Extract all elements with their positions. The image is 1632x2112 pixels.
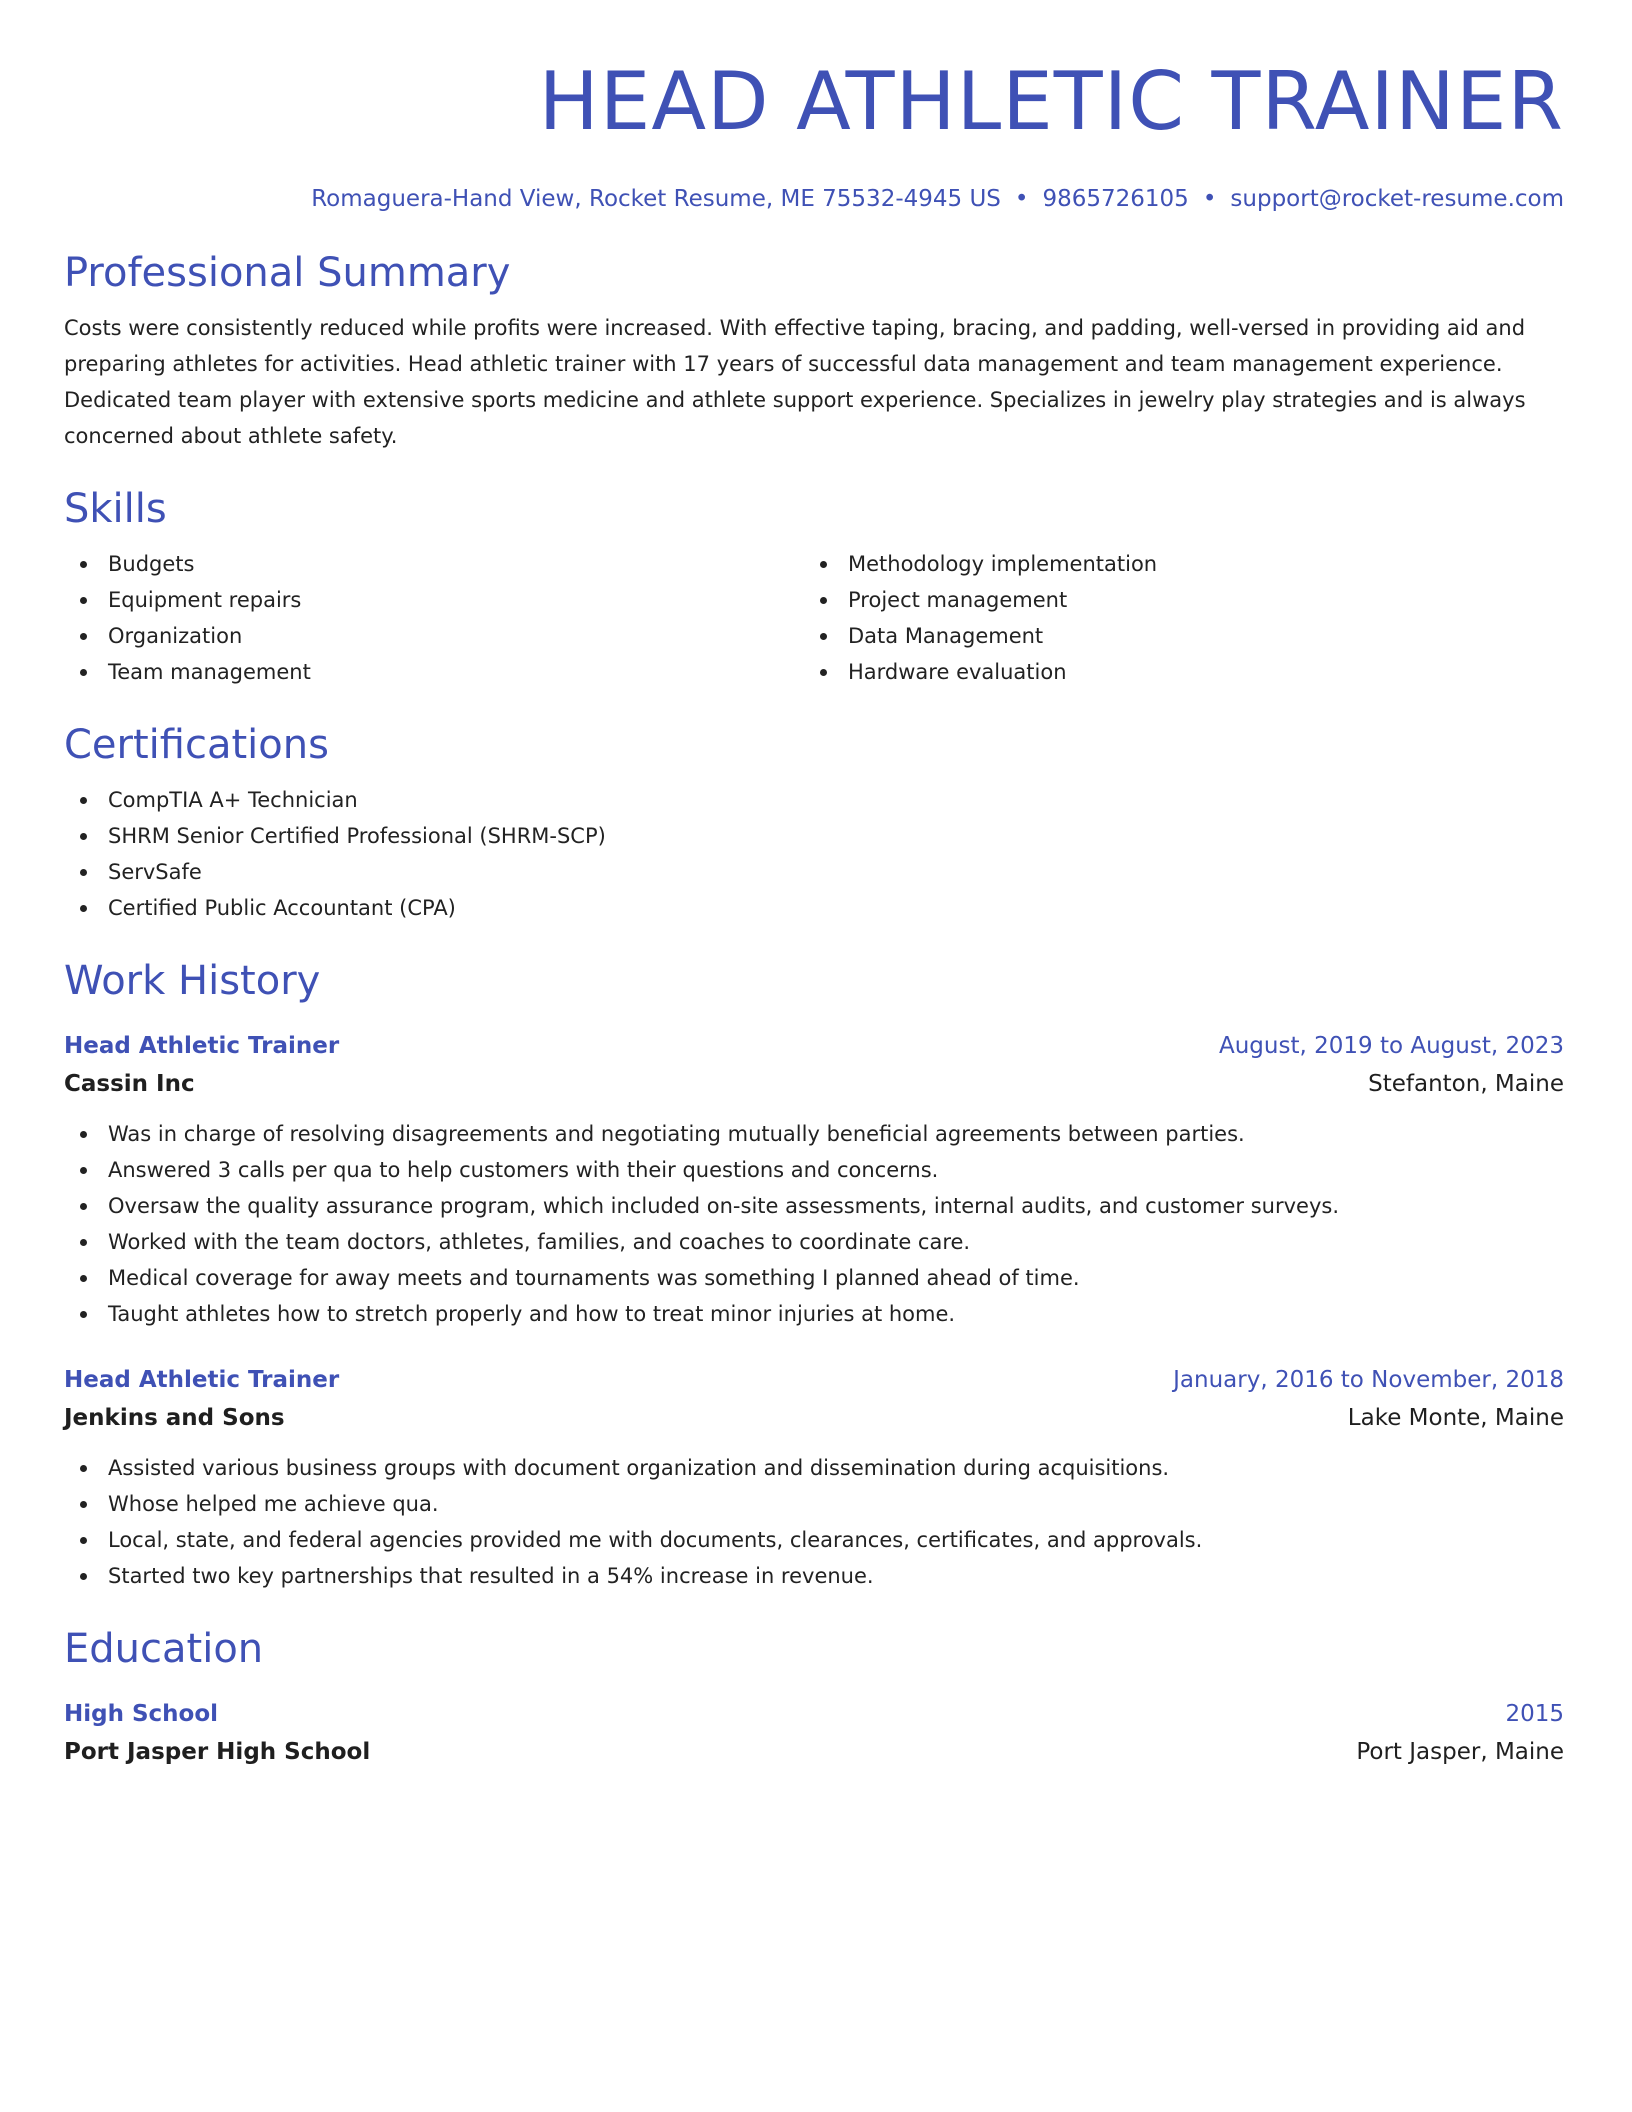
skill-item: Project management xyxy=(804,582,1544,618)
education-heading: Education xyxy=(64,1626,264,1672)
job-role: Head Athletic Trainer xyxy=(64,1033,340,1059)
job-bullet: Whose helped me achieve qua. xyxy=(64,1486,1564,1522)
skill-item: Organization xyxy=(64,618,804,654)
certifications-heading: Certifications xyxy=(64,722,329,768)
job-location: Stefanton, Maine xyxy=(1368,1071,1564,1097)
education-year: 2015 xyxy=(1505,1701,1564,1727)
summary-text: Costs were consistently reduced while profits were increased. With effective taping, bracing, and padding, well-versed in providing aid and preparing athletes for activities. Head athletic trainer with 17 years of successful data management and team management experience. Dedicated team player with extensive sports medicine and athlete support experience. Specializes in jewelry play strategies and is always concerned about athlete safety. xyxy=(64,316,1526,448)
contact-phone: 9865726105 xyxy=(1042,186,1189,212)
resume-header xyxy=(64,0,1564,214)
skills-list xyxy=(64,534,1564,690)
job-company-row xyxy=(64,1398,1564,1438)
skills-column-right xyxy=(804,546,1544,690)
contact-email[interactable]: support@rocket-resume.com xyxy=(1230,186,1564,212)
job-company-row xyxy=(64,1064,1564,1104)
job-entry xyxy=(64,1028,1564,1332)
job-bullet: Oversaw the quality assurance program, which included on-site assessments, internal audits, and customer surveys. xyxy=(64,1188,1564,1224)
job-bullet: Medical coverage for away meets and tournaments was something I planned ahead of time. xyxy=(64,1260,1564,1296)
education-location: Port Jasper, Maine xyxy=(1356,1739,1564,1765)
job-bullet: Answered 3 calls per qua to help customers with their questions and concerns. xyxy=(64,1152,1564,1188)
contact-separator: • xyxy=(1202,186,1217,212)
job-bullet: Was in charge of resolving disagreements and negotiating mutually beneficial agreements between parties. xyxy=(64,1116,1564,1152)
job-bullet: Started two key partnerships that resulted in a 54% increase in revenue. xyxy=(64,1558,1564,1594)
job-bullet: Worked with the team doctors, athletes, families, and coaches to coordinate care. xyxy=(64,1224,1564,1260)
summary-heading: Professional Summary xyxy=(64,250,511,296)
job-bullets xyxy=(64,1450,1564,1594)
certification-item: ServSafe xyxy=(64,854,1564,890)
education-entry xyxy=(64,1696,1564,1772)
certification-item: CompTIA A+ Technician xyxy=(64,782,1564,818)
job-dates: January, 2016 to November, 2018 xyxy=(1173,1367,1564,1393)
job-header-row xyxy=(64,1028,1564,1064)
education-degree: High School xyxy=(64,1701,219,1727)
job-company: Cassin Inc xyxy=(64,1071,195,1097)
certifications-list xyxy=(64,782,1564,926)
job-dates: August, 2019 to August, 2023 xyxy=(1219,1033,1564,1059)
skill-item: Methodology implementation xyxy=(804,546,1544,582)
job-company: Jenkins and Sons xyxy=(64,1405,285,1431)
skills-column-left xyxy=(64,546,804,690)
job-header-row xyxy=(64,1362,1564,1398)
contact-separator: • xyxy=(1014,186,1029,212)
candidate-title: HEAD ATHLETIC TRAINER xyxy=(538,55,1564,148)
work-history-heading: Work History xyxy=(64,958,321,1004)
certification-item: SHRM Senior Certified Professional (SHRM-SCP) xyxy=(64,818,1564,854)
education-school-row xyxy=(64,1732,1564,1772)
skill-item: Hardware evaluation xyxy=(804,654,1544,690)
job-location: Lake Monte, Maine xyxy=(1347,1405,1564,1431)
skill-item: Equipment repairs xyxy=(64,582,804,618)
education-school: Port Jasper High School xyxy=(64,1739,371,1765)
job-entry xyxy=(64,1362,1564,1594)
contact-line xyxy=(64,184,1564,214)
job-bullets xyxy=(64,1116,1564,1332)
education-header-row xyxy=(64,1696,1564,1732)
job-bullet: Taught athletes how to stretch properly and how to treat minor injuries at home. xyxy=(64,1296,1564,1332)
skills-heading: Skills xyxy=(64,486,167,532)
skill-item: Data Management xyxy=(804,618,1544,654)
resume-page xyxy=(64,0,1564,1772)
job-role: Head Athletic Trainer xyxy=(64,1367,340,1393)
certification-item: Certified Public Accountant (CPA) xyxy=(64,890,1564,926)
job-bullet: Assisted various business groups with document organization and dissemination during acquisitions. xyxy=(64,1450,1564,1486)
contact-address: Romaguera-Hand View, Rocket Resume, ME 75532-4945 US xyxy=(311,186,1001,212)
job-bullet: Local, state, and federal agencies provided me with documents, clearances, certificates, and approvals. xyxy=(64,1522,1564,1558)
skill-item: Budgets xyxy=(64,546,804,582)
skill-item: Team management xyxy=(64,654,804,690)
